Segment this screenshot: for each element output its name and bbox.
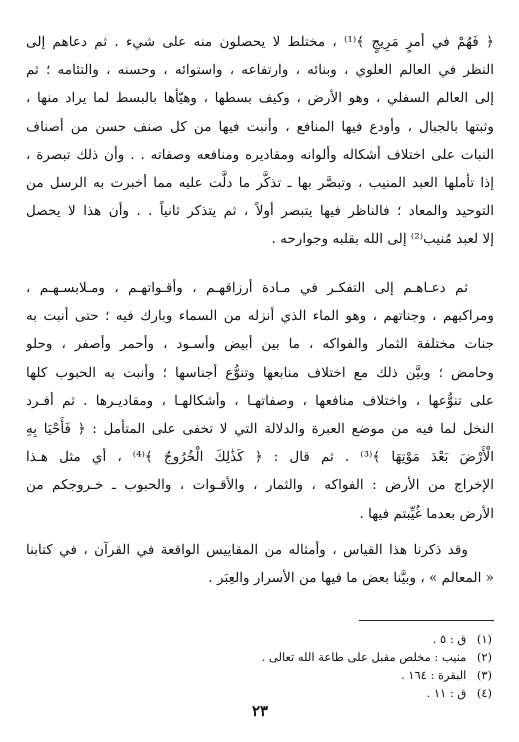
- text-line: وثبتها بالجبال ، وأودع فيها المنافع ، وأنبت فيها من كل صنف حسن من أصناف: [26, 118, 494, 135]
- footnote-text: ق : ٥ .: [432, 632, 467, 646]
- text-line: إلا لعبد مُنيب⁽²⁾ إلى الله بقلبه وجوارحه .: [271, 231, 494, 248]
- text-line: ومراكبهم ، وجناتهم ، وهو الماء الذي أنزله من السماء وبارك فيه ؛ حتى أنبت به: [26, 308, 494, 325]
- footnote-text: البقرة : ١٦٤ .: [400, 668, 467, 682]
- footnote-text: منيب : مخلص مقبل على طاعة الله تعالى .: [261, 650, 467, 664]
- page-number: ٢٣: [251, 702, 269, 720]
- footnote-text: ق : ١١ .: [426, 686, 467, 700]
- text-line: النظر في العالم العلوي ، وبنائه ، وارتفاعه ، واستوائه ، وحسنه ، والتئامه ؛ ثم: [26, 62, 494, 79]
- footnote-number: (٣): [476, 668, 492, 682]
- footnote: [26, 666, 492, 684]
- footnote-number: (١): [476, 632, 492, 646]
- text-line: على تنوُّعها ، واختلاف منافعها ، وصفاتهـا ، وأشكالهـا ، ومقاديـرها . ثم أفـرد: [26, 392, 494, 409]
- footnotes: [26, 630, 492, 702]
- text-line: « المعالم » ، وبيَّنا بعض ما فيها من الأسرار والعِبَر .: [208, 570, 494, 587]
- footnote: [26, 630, 492, 648]
- footnote: [26, 648, 492, 666]
- text-line: الْأَرْضَ بَعْدَ مَوْتِهَا ﴾⁽³⁾ . ثم قال : ﴿ كَذَٰلِكَ الْخُرُوجُ ﴾⁽⁴⁾ ، أي مثل هـذا: [26, 449, 494, 466]
- text-line: جنات مختلفة الثمار والفواكه ، ما بين أبيض وأسـود ، وأحمر وأصفر ، وحلو: [26, 336, 494, 353]
- text-line: الأرض بعدما غُيِّبتم فيها .: [359, 505, 494, 522]
- text-line: ﴿ فَهُمْ في أمرٍ مَرِيجٍ ﴾⁽¹⁾ ، مختلط لا يحصلون منه على شيء . ثم دعاهم إلى: [26, 34, 494, 50]
- footnote-number: (٢): [476, 650, 492, 664]
- paragraph-2: [26, 274, 494, 528]
- text-line: الإخراج من الأرض : الفواكه ، والثمار ، والأقـوات ، والحبوب ـ خـروجكم من: [26, 477, 494, 494]
- paragraph-3: [26, 536, 494, 592]
- text-line: إذا تأملها العبد المنيب ، وتبصَّر بها ـ تذكَّر ما دلَّت عليه مما أخبرت به الرسل من: [26, 175, 494, 192]
- paragraph-1: [26, 28, 494, 254]
- footnote-number: (٤): [476, 686, 492, 700]
- text-line: التوحيد والمعاد ؛ فالناظر فيها يتبصر أولاً ، ثم يتذكر ثانياً . . وأن هذا لا يحصل: [26, 203, 494, 220]
- text-line: النخل لما فيه من موضع العبرة والدلالة التي لا تخفى على المتأمل : ﴿ فَأَحْيَا بِهِ: [26, 421, 494, 438]
- text-line: إلى العالم السفلي ، وهو الأرض ، وكيف بسطها ، وهيّأها بالبسط لما يراد منها ،: [26, 90, 494, 107]
- footnote-separator: [359, 620, 494, 621]
- book-page: [26, 16, 494, 728]
- text-line: النبات على اختلاف أشكاله وألوانه ومقاديره ومنافعه وصفاته . . وأن ذلك تبصرة ،: [26, 146, 494, 163]
- text-line: ثم دعـاهـم إلى التفكـر في مـادة أرزاقهـم ، وأقـواتهـم ، ومـلابسـهـم ،: [26, 280, 468, 296]
- text-line: وقد ذكرنا هذا القياس ، وأمثاله من المقاييس الواقعة في القرآن ، في كتابنا: [26, 542, 468, 558]
- footnote: [26, 684, 492, 702]
- text-line: وحامض ؛ وبيَّن ذلك مع اختلاف منابعها وتنوُّع أجناسها ؛ وأنبت به الحبوب كلها: [26, 364, 494, 381]
